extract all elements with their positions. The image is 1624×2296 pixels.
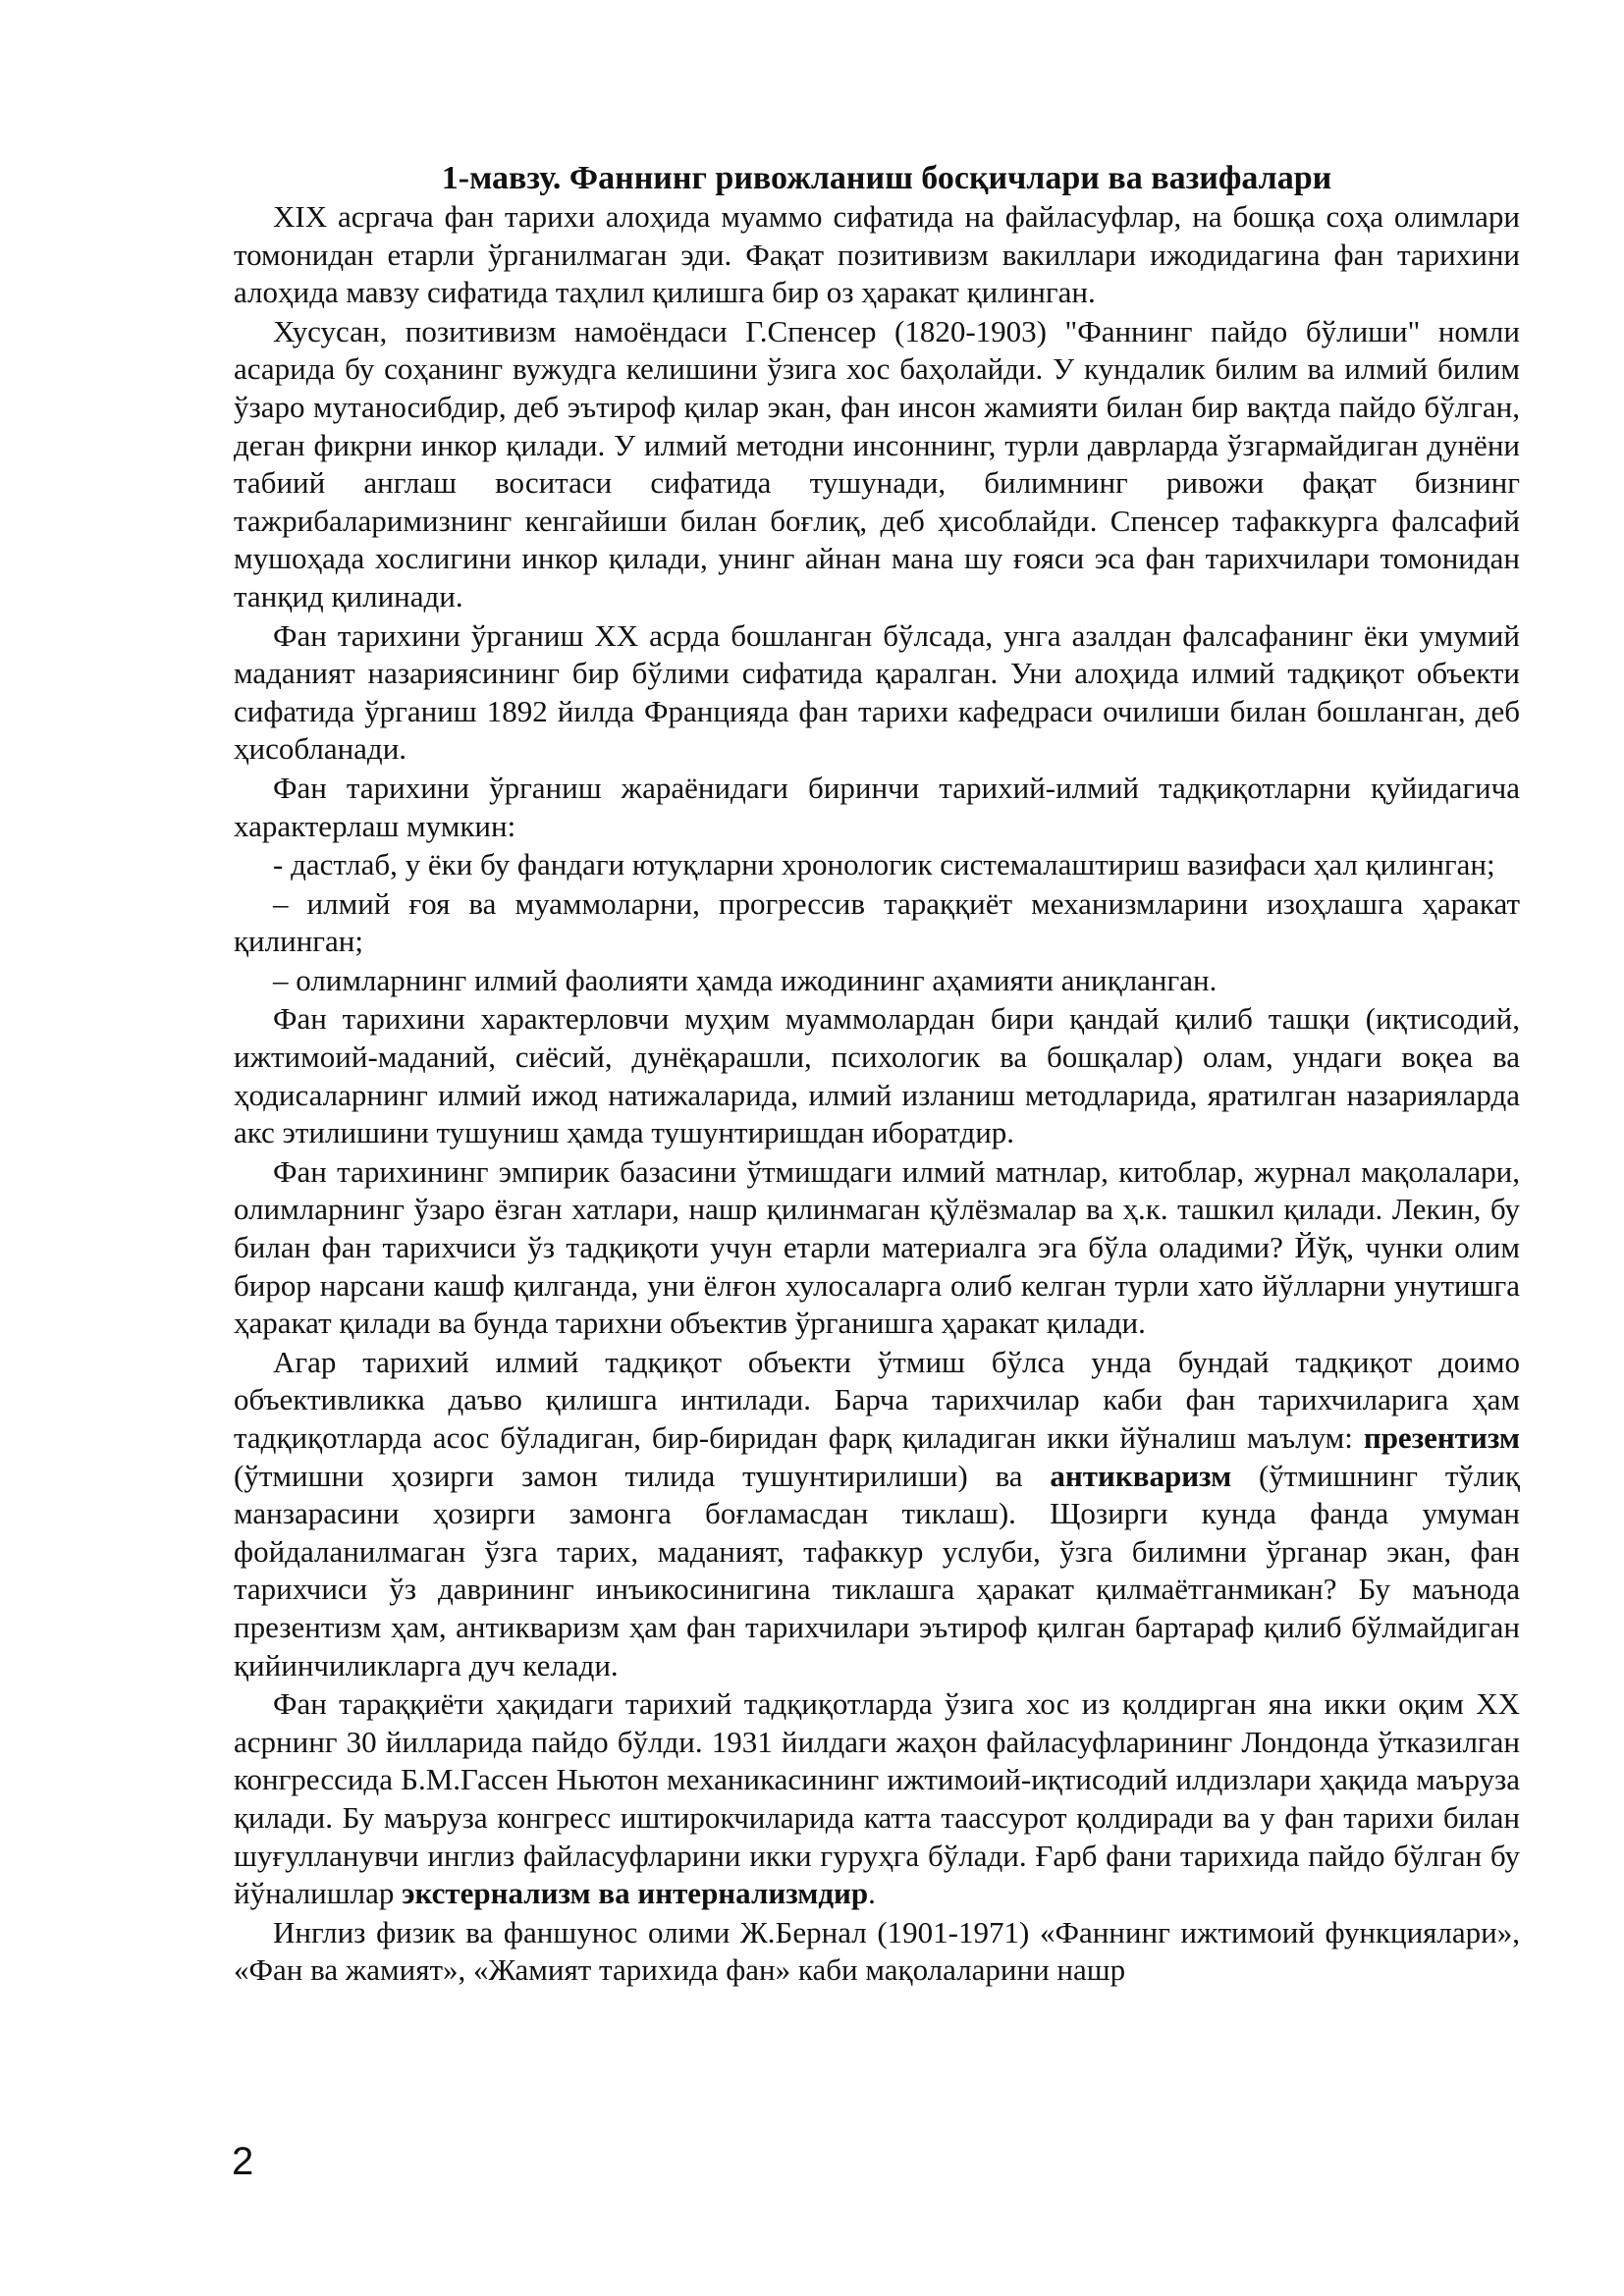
term-antiquarianism: антикваризм (1050, 1458, 1232, 1493)
term-externalism-internalism: экстернализм ва интернализмдир (402, 1876, 869, 1911)
paragraph-9: Инглиз физик ва фаншунос олими Ж.Бернал (1901-1971) «Фаннинг ижтимоий функциялари», «Фан ва жамият», «Жамият тарихида фан» каби мақолаларини нашр (234, 1914, 1520, 1988)
paragraph-4: Фан тарихини ўрганиш жараёнидаги биринчи тарихий-илмий тадқиқотларни қуйидагича характерлаш мумкин: (234, 770, 1520, 843)
paragraph-8-text-b: . (868, 1876, 876, 1911)
page-title: 1-мавзу. Фаннинг ривожланиш босқичлари ва вазифалари (441, 160, 1332, 196)
page-number: 2 (232, 2140, 254, 2183)
paragraph-8-text-a: Фан тараққиёти ҳақидаги тарихий тадқиқотларда ўзига хос из қолдирган яна икки оқим XX асрнинг 30 йилларида пайдо бўлди. 1931 йилдаги жаҳон файласуфларининг Лондонда ўтказилган конгрессида Б.М.Гассен Ньютон механикасининг ижтимоий-иқтисодий илдизлари ҳақида маъруза қилади. Бу маъруза конгресс иштирокчиларида катта таассурот қолдиради ва у фан тарихи билан шуғулланувчи инглиз файласуфларини икки гуруҳга бўлади. Ғарб фани тарихида пайдо бўлган бу йўналишлар (234, 1686, 1520, 1911)
paragraph-5: Фан тарихини характерловчи муҳим муаммолардан бири қандай қилиб ташқи (иқтисодий, ижтимоий-маданий, сиёсий, дунёқарашли, психологик ва бошқалар) олам, ундаги воқеа ва ҳодисаларнинг илмий ижод натижаларида, илмий изланиш методларида, яратилган назарияларда акс этилишини тушуниш ҳамда тушунтиришдан иборатдир. (234, 1001, 1520, 1150)
document-body (234, 159, 1520, 1991)
paragraph-8 (234, 1685, 1520, 1913)
paragraph-7 (234, 1344, 1520, 1684)
paragraph-1: XIX асргача фан тарихи алоҳида муаммо сифатида на файласуфлар, на бошқа соҳа олимлари томонидан етарли ўрганилмаган эди. Фақат позитивизм вакиллари ижодидагина фан тарихини алоҳида мавзу сифатида таҳлил қилишга бир оз ҳаракат қилинган. (234, 199, 1520, 310)
paragraph-6: Фан тарихининг эмпирик базасини ўтмишдаги илмий матнлар, китоблар, журнал мақолалари, олимларнинг ўзаро ёзган хатлари, нашр қилинмаган қўлёзмалар ва ҳ.к. ташкил қилади. Лекин, бу билан фан тарихчиси ўз тадқиқоти учун етарли материалга эга бўла оладими? Йўқ, чунки олим бирор нарсани кашф қилганда, уни ёлғон хулосаларга олиб келган турли хато йўлларни унутишга ҳаракат қилади ва бунда тарихни объектив ўрганишга ҳаракат қилади. (234, 1153, 1520, 1341)
paragraph-3: Фан тарихини ўрганиш XX асрда бошланган бўлсада, унга азалдан фалсафанинг ёки умумий маданият назариясининг бир бўлими сифатида қаралган. Уни алоҳида илмий тадқиқот объекти сифатида ўрганиш 1892 йилда Францияда фан тарихи кафедраси очилиши билан бошланган, деб ҳисобланади. (234, 617, 1520, 767)
paragraph-7-text-c: (ўтмишнинг тўлиқ манзарасини ҳозирги замонга боғламасдан тиклаш). Щозирги кунда фанда умуман фойдаланилмаган ўзга тарих, маданият, тафаккур услуби, ўзга билимни ўрганар экан, фан тарихчиси ўз даврининг инъикосинигина тиклашга ҳаракат қилмаётганмикан? Бу маънода презентизм ҳам, антикваризм ҳам фан тарихчилари эътироф қилган бартараф қилиб бўлмайдиган қийинчиликларга дуч келади. (234, 1458, 1520, 1682)
paragraph-7-text-a: Агар тарихий илмий тадқиқот объекти ўтмиш бўлса унда бундай тадқиқот доимо объективликка даъво қилишга интилади. Барча тарихчилар каби фан тарихчиларига ҳам тадқиқотларда асос бўладиган, бир-биридан фарқ қиладиган икки йўналиш маълум: (234, 1344, 1520, 1455)
bullet-item-3: – олимларнинг илмий фаолияти ҳамда ижодининг аҳамияти аниқланган. (273, 962, 1218, 997)
bullet-item-2: – илмий ғоя ва муаммоларни, прогрессив тараққиёт механизмларини изоҳлашга ҳаракат қилинган; (234, 885, 1520, 959)
paragraph-2: Хусусан, позитивизм намоёндаси Г.Спенсер (1820-1903) "Фаннинг пайдо бўлиши" номли асарида бу соҳанинг вужудга келишини ўзига хос баҳолайди. У кундалик билим ва илмий билим ўзаро мутаносибдир, деб эътироф қилар экан, фан инсон жамияти билан бир вақтда пайдо бўлган, деган фикрни инкор қилади. У илмий методни инсоннинг, турли даврларда ўзгармайдиган дунёни табиий англаш воситаси сифатида тушунади, билимнинг ривожи фақат бизнинг тажрибаларимизнинг кенгайиши билан боғлиқ, деб ҳисоблайди. Спенсер тафаккурга фалсафий мушоҳада хослигини инкор қилади, унинг айнан мана шу ғояси эса фан тарихчилари томонидан танқид қилинади. (234, 313, 1520, 614)
paragraph-7-text-b: (ўтмишни ҳозирги замон тилида тушунтирилиши) ва (234, 1458, 1051, 1493)
term-presentism: презентизм (1363, 1420, 1520, 1455)
bullet-item-1: - дастлаб, у ёки бу фандаги ютуқларни хронологик системалаштириш вазифаси ҳал қилинган; (273, 847, 1495, 882)
